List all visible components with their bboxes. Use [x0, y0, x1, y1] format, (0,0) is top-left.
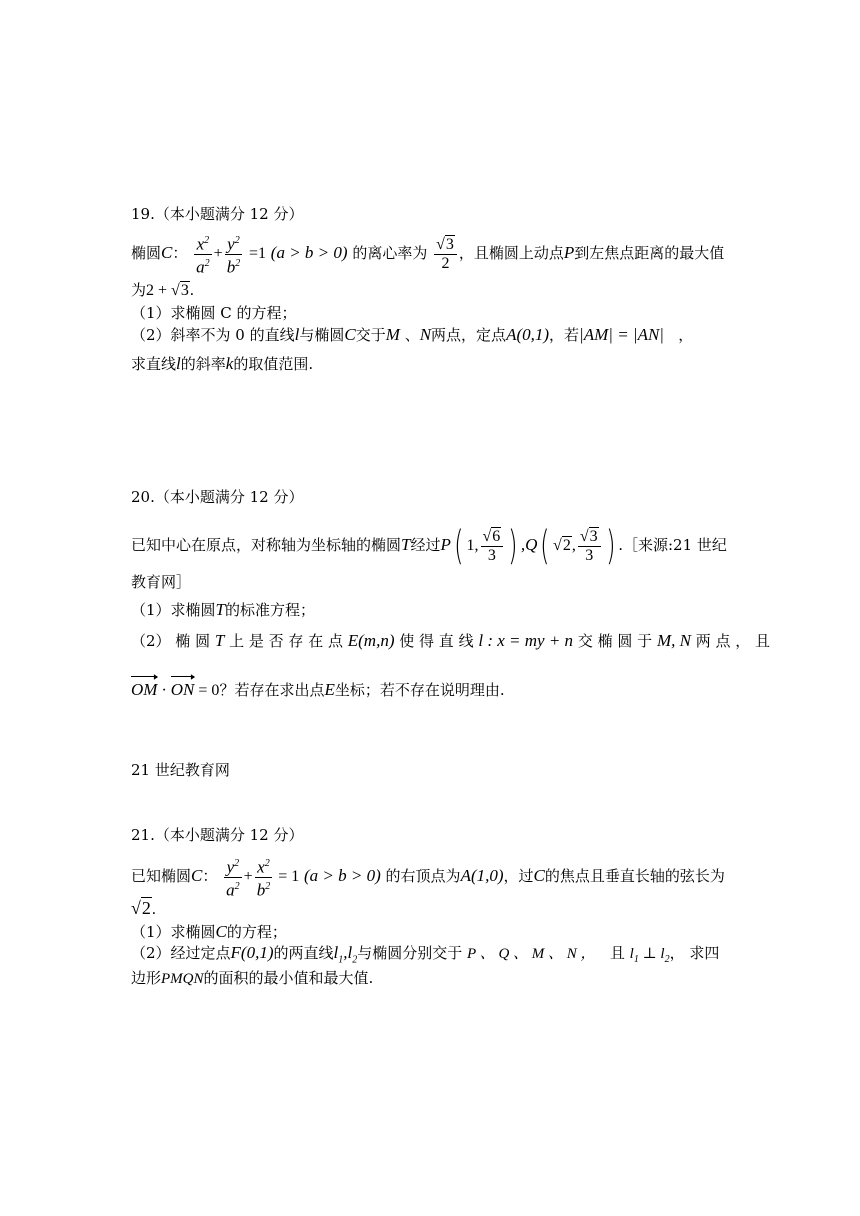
- q20-part-1: （1）求椭圆T的标准方程；: [131, 600, 316, 619]
- q20-line-1: 已知中心在原点，对称轴为坐标轴的椭圆T经过P( 1, $\frac{√6}{3}$ ) ,Q( √2, $\frac{√3}{3}$ ) .［来源:21 世纪: [131, 523, 727, 569]
- q19-part-1: （1）求椭圆 C 的方程；: [131, 304, 297, 322]
- fraction: $\frac{√6}{3}$: [481, 528, 504, 565]
- fraction: $\frac{x^2}{b^2}$: [255, 855, 273, 899]
- q20-line-2: 教育网］: [131, 573, 192, 591]
- q21-part-1: （1）求椭圆C的方程；: [131, 922, 287, 941]
- fraction: $\frac{x^2}{a^2}$: [194, 232, 212, 276]
- q20-part-2: （2） 椭 圆 T 上 是 否 存 在 点 E(m,n) 使 得 直 线 l : x = my + n 交 椭 圆 于 M, N 两 点 ， 且: [131, 631, 771, 650]
- q21-line-5: 边形PMQN的面积的最小值和最大值.: [131, 969, 374, 987]
- q21-header: 21.（本小题满分 12 分）: [131, 826, 304, 844]
- watermark-text: 21 世纪教育网: [131, 761, 230, 779]
- q20-header: 20.（本小题满分 12 分）: [131, 488, 304, 506]
- fraction: $\frac{y^2}{b^2}$: [225, 232, 243, 276]
- q20-line-5: OM · ON = 0？若存在求出点E坐标；若不存在说明理由.: [131, 680, 505, 699]
- q21-part-2: （2）经过定点F(0,1)的两直线$l_1,l_2$与椭圆分别交于 P 、 Q 、 M 、 N ， 且 $l_1$ ⊥ $l_2$， 求四: [131, 943, 720, 966]
- fraction: $\frac{√3}{3}$: [578, 528, 601, 565]
- q19-line-1: 椭圆C： $\frac{x^2}{a^2}$ + $\frac{y^2}{b^2}$ =1 (a > b > 0) 的离心率为 $\frac{√3}{2}$ ，且椭圆上动点P到左焦点距离的最大值: [131, 232, 724, 276]
- fraction: $\frac{y^2}{a^2}$: [224, 855, 242, 899]
- fraction: $\frac{√3}{2}$: [434, 236, 457, 273]
- q19-line-2: 为2 + √3.: [131, 281, 194, 299]
- q21-line-1: 已知椭圆C： $\frac{y^2}{a^2}$ + $\frac{x^2}{b^2}$ = 1 (a > b > 0) 的右顶点为A(1,0)，过C的焦点且垂直长轴的弦长为: [131, 855, 725, 899]
- q19-part-2: （2）斜率不为 0 的直线l与椭圆C交于M 、N两点，定点A(0,1)，若|AM| = |AN| ，: [131, 325, 694, 344]
- q19-line-5: 求直线l的斜率k的取值范围.: [131, 354, 314, 373]
- q21-line-2: √2.: [131, 898, 156, 918]
- q19-header: 19.（本小题满分 12 分）: [131, 205, 304, 223]
